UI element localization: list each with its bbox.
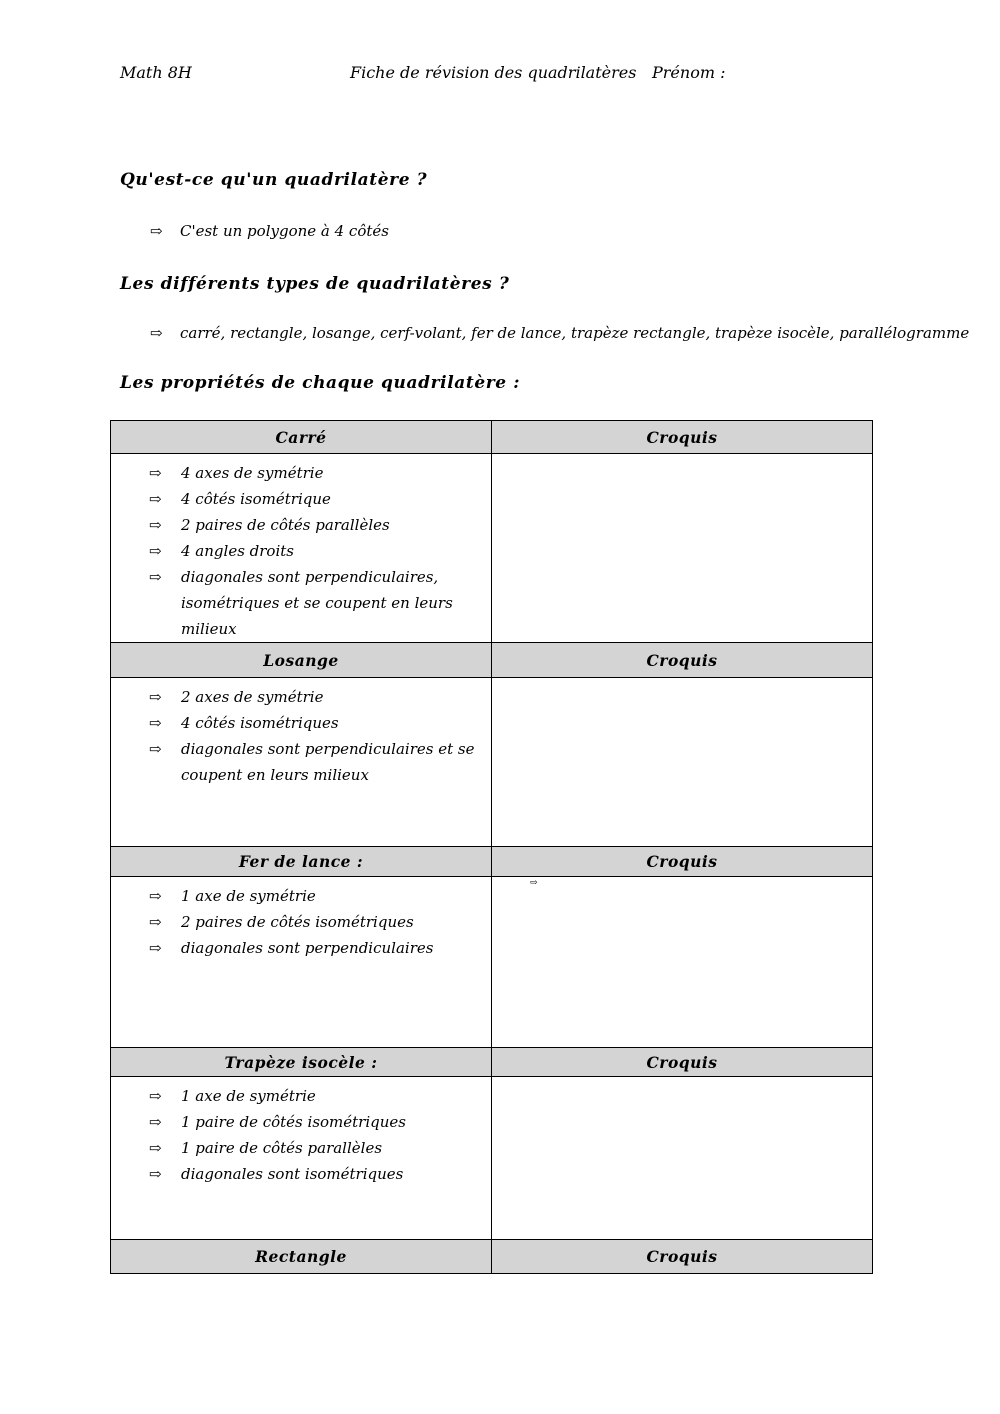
- arrow-icon: ⇨: [149, 887, 162, 905]
- arrow-icon: ⇨: [149, 714, 162, 732]
- list-item: [149, 736, 485, 788]
- table-row: [111, 877, 873, 1048]
- property-text: 1 paire de côtés isométriques: [181, 1113, 406, 1131]
- shape-title-fer-de-lance: Fer de lance :: [111, 847, 492, 877]
- shape-title-rectangle: Rectangle: [111, 1240, 492, 1274]
- arrow-icon: ⇨: [149, 1139, 162, 1157]
- list-item: [149, 538, 485, 564]
- arrow-icon: ⇨: [149, 1165, 162, 1183]
- arrow-icon: ⇨: [149, 516, 162, 534]
- property-text: 4 côtés isométriques: [181, 714, 339, 732]
- arrow-icon: ⇨: [149, 542, 162, 560]
- table-row: [111, 1077, 873, 1240]
- header-title: Fiche de révision des quadrilatères: [350, 63, 637, 82]
- list-item: [149, 1109, 485, 1135]
- section-title-properties: Les propriétés de chaque quadrilatère :: [120, 373, 521, 393]
- list-item: [149, 935, 485, 961]
- property-text: diagonales sont perpendiculaires et se coupent en leurs milieux: [181, 740, 475, 784]
- list-item: [149, 684, 485, 710]
- section-title-types: Les différents types de quadrilatères ?: [120, 274, 510, 294]
- property-text: 2 paires de côtés isométriques: [181, 913, 414, 931]
- property-list-fer-de-lance: [111, 877, 491, 961]
- property-text: 2 axes de symétrie: [181, 688, 324, 706]
- table-header-row: [111, 421, 873, 454]
- arrow-icon: ⇨: [149, 913, 162, 931]
- property-text: 1 axe de symétrie: [181, 887, 316, 905]
- property-list-losange: [111, 678, 491, 788]
- property-text: 2 paires de côtés parallèles: [181, 516, 390, 534]
- list-item: [149, 1135, 485, 1161]
- arrow-icon: ⇨: [149, 1087, 162, 1105]
- list-item: [149, 1083, 485, 1109]
- table-header-row: [111, 643, 873, 678]
- arrow-icon: ⇨: [149, 1113, 162, 1131]
- property-list-trapeze-isocele: [111, 1077, 491, 1187]
- list-item: [149, 564, 485, 642]
- header-course: Math 8H: [120, 63, 192, 82]
- sketch-header: Croquis: [492, 643, 873, 678]
- table-row: [111, 678, 873, 847]
- properties-table: [110, 420, 873, 1274]
- list-item: [149, 1161, 485, 1187]
- property-text: 4 côtés isométrique: [181, 490, 331, 508]
- property-text: diagonales sont perpendiculaires: [181, 939, 434, 957]
- sketch-cell-trapeze-isocele[interactable]: [492, 1077, 873, 1240]
- types-answer-text: carré, rectangle, losange, cerf-volant, fer de lance, trapèze rectangle, trapèze isocèle, parallélogramme: [180, 324, 970, 342]
- property-text: 1 axe de symétrie: [181, 1087, 316, 1105]
- arrow-icon: ⇨: [149, 568, 162, 586]
- property-text: diagonales sont isométriques: [181, 1165, 404, 1183]
- types-answer: [150, 324, 969, 342]
- list-item: [149, 486, 485, 512]
- property-text: 1 paire de côtés parallèles: [181, 1139, 383, 1157]
- property-list-carre: [111, 454, 491, 642]
- shape-title-carre: Carré: [111, 421, 492, 454]
- sketch-header: Croquis: [492, 847, 873, 877]
- definition-answer: [150, 222, 389, 240]
- properties-cell-losange: [111, 678, 492, 847]
- header-firstname-label: Prénom :: [652, 63, 726, 82]
- properties-cell-carre: [111, 454, 492, 643]
- arrow-icon: ⇨: [149, 688, 162, 706]
- table-header-row: [111, 1240, 873, 1274]
- arrow-icon: ⇨: [150, 222, 163, 240]
- arrow-icon: ⇨: [150, 324, 163, 342]
- sketch-cell-losange[interactable]: [492, 678, 873, 847]
- sketch-header: Croquis: [492, 421, 873, 454]
- sketch-header: Croquis: [492, 1240, 873, 1274]
- list-item: [149, 883, 485, 909]
- properties-cell-trapeze-isocele: [111, 1077, 492, 1240]
- shape-title-losange: Losange: [111, 643, 492, 678]
- properties-cell-fer-de-lance: [111, 877, 492, 1048]
- list-item: [149, 710, 485, 736]
- property-text: 4 axes de symétrie: [181, 464, 324, 482]
- table-header-row: [111, 847, 873, 877]
- property-text: 4 angles droits: [181, 542, 294, 560]
- arrow-icon: ⇨: [149, 490, 162, 508]
- definition-answer-text: C'est un polygone à 4 côtés: [180, 222, 389, 240]
- sketch-cell-carre[interactable]: [492, 454, 873, 643]
- list-item: [149, 909, 485, 935]
- table-header-row: [111, 1048, 873, 1077]
- property-text: diagonales sont perpendiculaires, isométriques et se coupent en leurs milieux: [181, 568, 453, 638]
- arrow-icon: ⇨: [149, 939, 162, 957]
- arrow-icon: ⇨: [149, 740, 162, 758]
- section-title-definition: Qu'est-ce qu'un quadrilatère ?: [120, 170, 428, 190]
- shape-title-trapeze-isocele: Trapèze isocèle :: [111, 1048, 492, 1077]
- arrow-icon: ⇨: [149, 464, 162, 482]
- sketch-cell-fer-de-lance[interactable]: [492, 877, 873, 1048]
- arrow-icon: ⇨: [530, 878, 538, 888]
- sketch-header: Croquis: [492, 1048, 873, 1077]
- list-item: [149, 460, 485, 486]
- list-item: [149, 512, 485, 538]
- table-row: [111, 454, 873, 643]
